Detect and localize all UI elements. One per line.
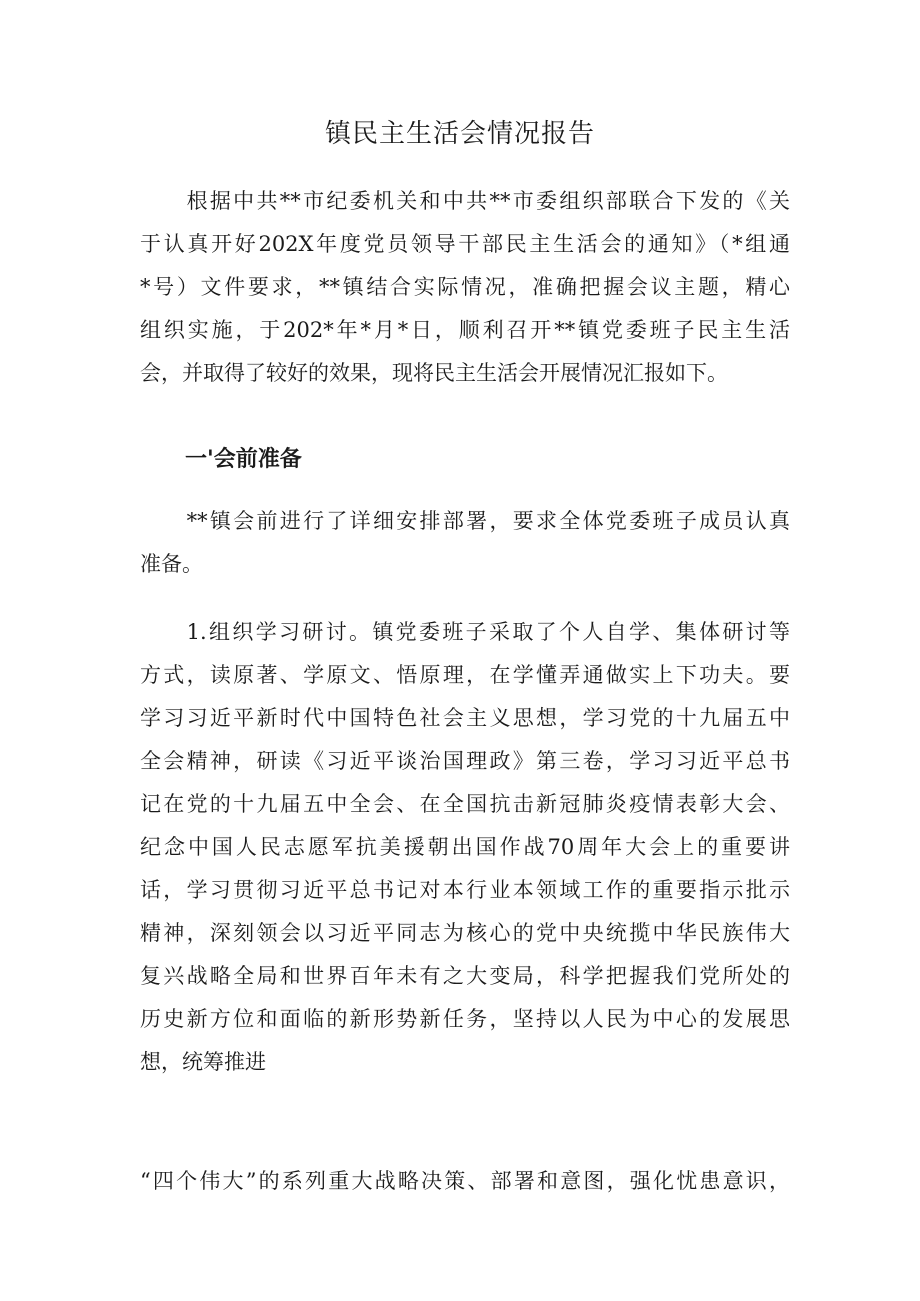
text-line: 纪念中国人民志愿军抗美援朝出国作战70周年大会上的重要讲 — [140, 835, 790, 859]
text-line: 复兴战略全局和世界百年未有之大变局，科学把握我们党所处的 — [140, 964, 790, 988]
text-line: 记在党的十九届五中全会、在全国抗击新冠肺炎疫情表彰大会、 — [140, 792, 790, 816]
section-heading: 一'会前准备 — [185, 447, 302, 472]
section-intro-paragraph — [140, 500, 790, 586]
text-line: **镇会前进行了详细安排部署，要求全体党委班子成员认真 — [140, 509, 790, 533]
text-line: 全会精神，研读《习近平谈治国理政》第三卷，学习习近平总书 — [140, 749, 790, 773]
text-line: 1.组织学习研讨。镇党委班子采取了个人自学、集体研讨等 — [140, 620, 790, 644]
text-line: 方式，读原著、学原文、悟原理，在学懂弄通做实上下功夫。要 — [140, 663, 790, 687]
text-line: “四个伟大”的系列重大战略决策、部署和意图，强化忧患意识， — [140, 1169, 790, 1193]
continuation-paragraph — [140, 1160, 790, 1203]
text-line: 历史新方位和面临的新形势新任务，坚持以人民为中心的发展思 — [140, 1007, 790, 1031]
text-line: 精神，深刻领会以习近平同志为核心的党中央统揽中华民族伟大 — [140, 921, 790, 945]
intro-paragraph — [140, 180, 790, 395]
text-line: 想，统筹推进 — [140, 1050, 266, 1074]
text-line: 于认真开好202X年度党员领导干部民主生活会的通知》（*组通 — [140, 232, 790, 256]
text-line: 根据中共**市纪委机关和中共**市委组织部联合下发的《关 — [140, 189, 790, 213]
text-line: 组织实施，于202*年*月*日，顺利召开**镇党委班子民主生活 — [140, 318, 790, 342]
text-line: *号）文件要求，**镇结合实际情况，准确把握会议主题，精心 — [140, 275, 790, 299]
item-paragraph — [140, 611, 790, 1084]
text-line: 话，学习贯彻习近平总书记对本行业本领域工作的重要指示批示 — [140, 878, 790, 902]
document-title: 镇民主生活会情况报告 — [324, 119, 595, 149]
text-line: 准备。 — [140, 552, 203, 576]
text-line: 学习习近平新时代中国特色社会主义思想，学习党的十九届五中 — [140, 706, 790, 730]
text-line: 会，并取得了较好的效果，现将民主生活会开展情况汇报如下。 — [140, 361, 728, 385]
